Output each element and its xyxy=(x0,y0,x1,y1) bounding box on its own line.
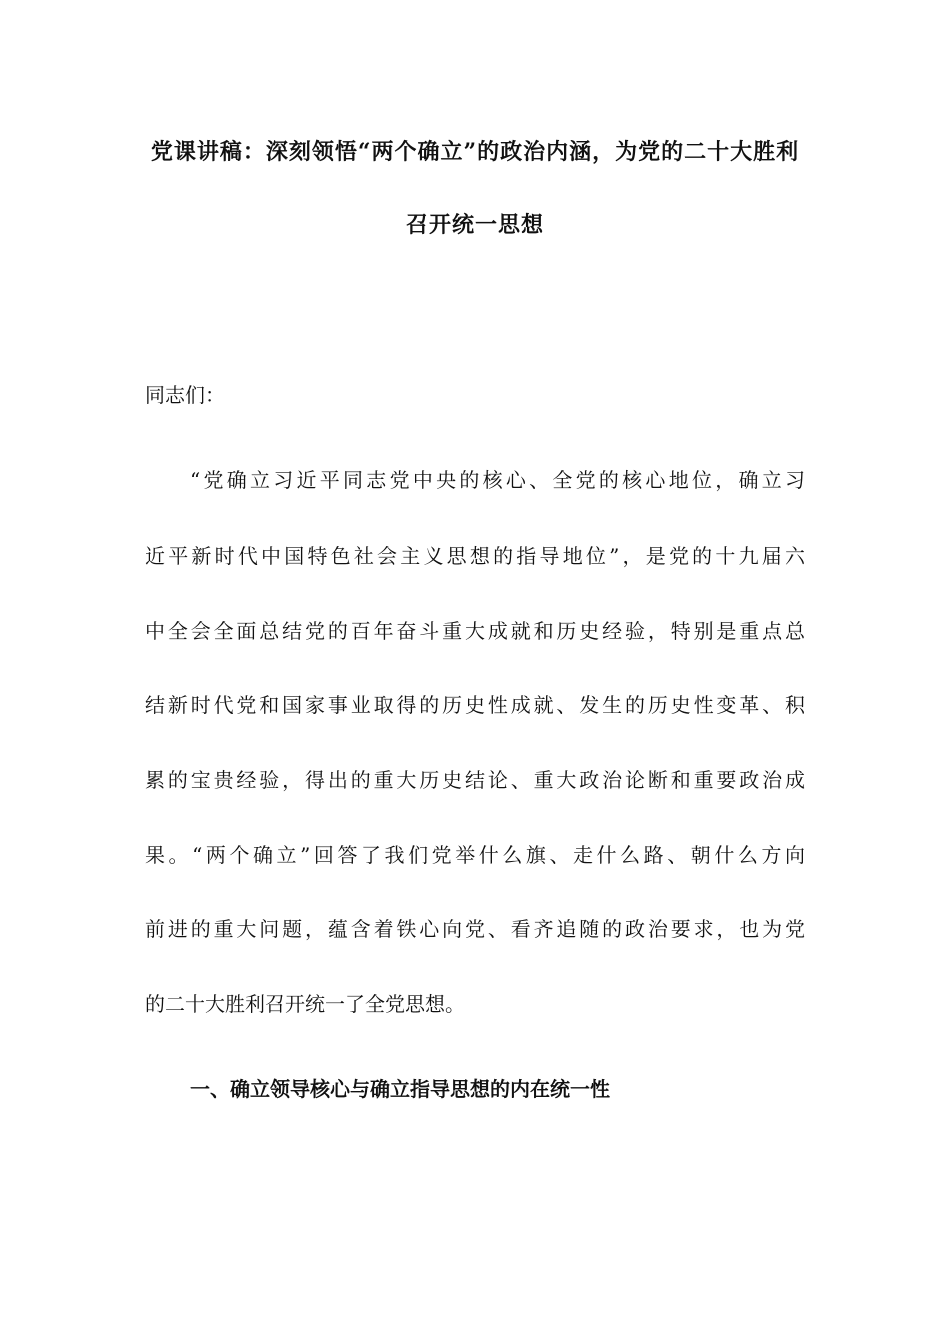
salutation: 同志们： xyxy=(145,383,225,407)
paragraph-line: 中全会全面总结党的百年奋斗重大成就和历史经验，特别是重点总 xyxy=(145,619,805,643)
paragraph-line: 前进的重大问题，蕴含着铁心向党、看齐追随的政治要求，也为党 xyxy=(145,917,805,941)
document-title-line-1: 党课讲稿：深刻领悟“两个确立”的政治内涵，为党的二十大胜利 xyxy=(150,139,800,165)
paragraph-line: 累的宝贵经验，得出的重大历史结论、重大政治论断和重要政治成 xyxy=(145,768,805,792)
paragraph-line: 近平新时代中国特色社会主义思想的指导地位”，是党的十九届六 xyxy=(145,544,805,568)
section-heading: 一、确立领导核心与确立指导思想的内在统一性 xyxy=(190,1077,610,1101)
paragraph-line: 结新时代党和国家事业取得的历史性成就、发生的历史性变革、积 xyxy=(145,693,805,717)
document-title-line-2: 召开统一思想 xyxy=(405,212,544,238)
paragraph-line: 的二十大胜利召开统一了全党思想。 xyxy=(145,992,465,1016)
paragraph-line: 果。“两个确立”回答了我们党举什么旗、走什么路、朝什么方向 xyxy=(145,843,805,867)
paragraph-line: “党确立习近平同志党中央的核心、全党的核心地位，确立习 xyxy=(190,468,805,492)
